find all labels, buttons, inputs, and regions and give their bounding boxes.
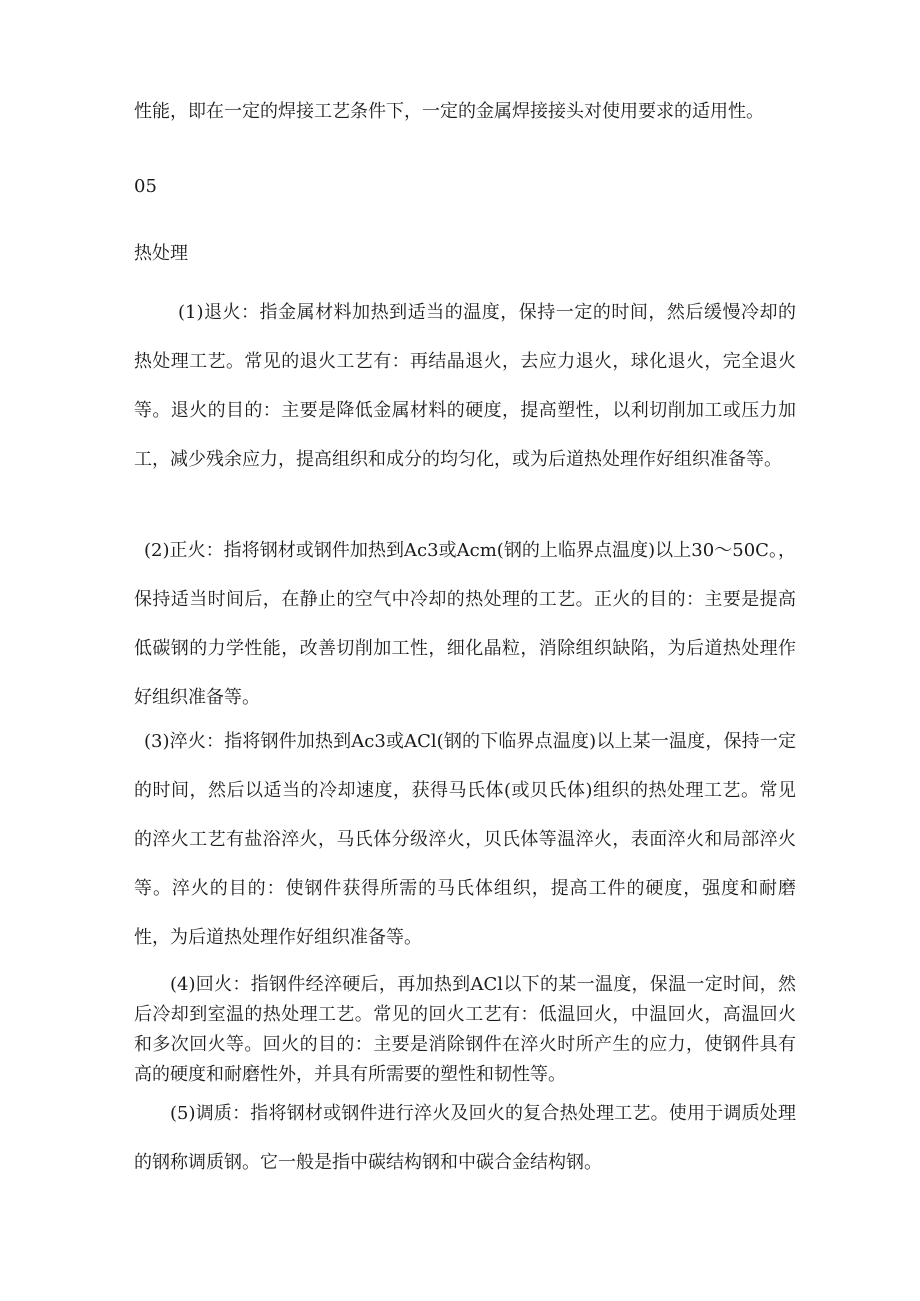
intro-paragraph: 性能，即在一定的焊接工艺条件下，一定的金属焊接接头对使用要求的适用性。 bbox=[134, 101, 764, 122]
paragraph-annealing: (1)退火：指金属材料加热到适当的温度，保持一定的时间，然后缓慢冷却的热处理工艺。常见的退火工艺有：再结晶退火，去应力退火，球化退火，完全退火等。退火的目的：主要是降低金属材料的硬度，提高塑性，以利切削加工或压力加工，减少残余应力，提高组织和成分的均匀化，或为后道热处理作好组织准备等。 bbox=[134, 302, 796, 470]
paragraph-tempering: (4)回火：指钢件经淬硬后，再加热到ACl以下的某一温度，保温一定时间，然后冷却到室温的热处理工艺。常见的回火工艺有：低温回火，中温回火，高温回火和多次回火等。回火的目的：主要是消除钢件在淬火时所产生的应力，使钢件具有高的硬度和耐磨性外，并具有所需要的塑性和韧性等。 bbox=[134, 974, 796, 1085]
paragraph-quench-temper: (5)调质：指将钢材或钢件进行淬火及回火的复合热处理工艺。使用于调质处理的钢称调质钢。它一般是指中碳结构钢和中碳合金结构钢。 bbox=[134, 1103, 796, 1173]
paragraph-quenching: (3)淬火：指将钢件加热到Ac3或ACl(钢的下临界点温度)以上某一温度，保持一定的时间，然后以适当的冷却速度，获得马氏体(或贝氏体)组织的热处理工艺。常见的淬火工艺有盐浴淬火，马氏体分级淬火，贝氏体等温淬火，表面淬火和局部淬火等。淬火的目的：使钢件获得所需的马氏体组织，提高工件的硬度，强度和耐磨性，为后道热处理作好组织准备等。 bbox=[134, 731, 796, 948]
section-number: 05 bbox=[134, 176, 157, 197]
section-title: 热处理 bbox=[134, 243, 188, 264]
paragraph-normalizing: (2)正火：指将钢材或钢件加热到Ac3或Acm(钢的上临界点温度)以上30～50C。，保持适当时间后，在静止的空气中冷却的热处理的工艺。正火的目的：主要是提高低碳钢的力学性能，改善切削加工性，细化晶粒，消除组织缺陷，为后道热处理作好组织准备等。 bbox=[134, 540, 796, 708]
